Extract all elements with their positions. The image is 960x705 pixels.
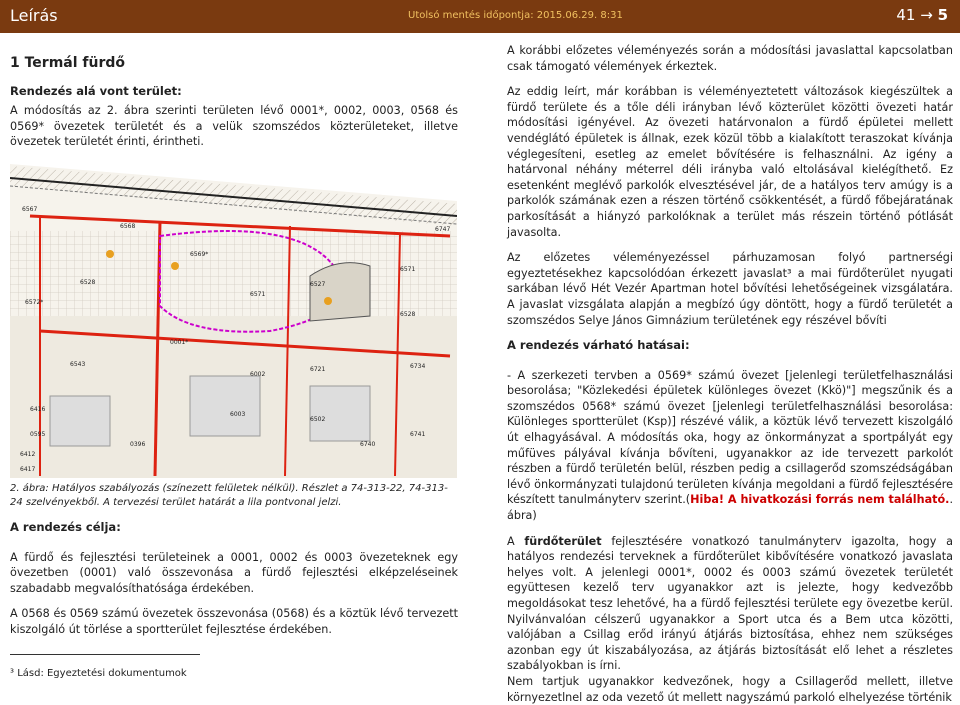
map-label: 6412 [20, 450, 36, 458]
map-label: 6416 [30, 405, 46, 413]
header-title: Leírás [10, 6, 58, 25]
map-label: 6528 [400, 310, 416, 318]
map-label: 6569* [190, 250, 209, 258]
footnote-rule [10, 654, 200, 655]
map-label: 6002 [250, 370, 266, 378]
map-label: 6527 [310, 280, 326, 288]
paragraph: A korábbi előzetes véleményezés során a módosítási javaslattal kapcsolatban csak támogató vélemények érkeztek. [507, 44, 953, 73]
map-label: 6721 [310, 365, 326, 373]
map-label: 6741 [410, 430, 426, 438]
paragraph: Az eddig leírt, már korábban is véleményeztetett változások kiegészültek a fürdő területe és a tőle déli irányban lévő közterület közötti övezeti határ módosítási igényével. Az övezeti határvonalon a fürdő épületei mellett vendéglátó épületek is állnak, ezek közül több a kialakított teraszokat kívánja véglegesíteni, esetleg az emelet bővítésére is felhasználni. Az igény a határvonal néhány méterrel déli irányba való eltolásával kielégíthető. Ez esetenként meglévő parkolók elvesztésével jár, de a hatályos terv amúgy is a parkolók számának ezen a részen történő csökkentését, a fürdő főbejáratának parkosítását a hiányzó parkolóknak a terület más részein történő pótlását javasolta. [507, 85, 953, 239]
map-label: 0396 [130, 440, 146, 448]
map-label: 6528 [80, 278, 96, 286]
paragraph: Nem tartjuk ugyanakkor kedvezőnek, hogy a Csillagerőd mellett, illetve környezetlnel az oda vezető út mellett nagyszámú parkoló elhelyezése történik [507, 674, 953, 704]
map-label: 6003 [230, 410, 246, 418]
map-label: 6543 [70, 360, 86, 368]
map-label: 6571 [250, 290, 266, 298]
map-label: 6747 [435, 225, 451, 233]
left-column [10, 56, 458, 638]
subheading-area: Rendezés alá vont terület: [10, 83, 182, 98]
subheading-effects: A rendezés várható hatásai: [507, 338, 690, 353]
map-label: 6567 [22, 205, 38, 213]
section-title: 1 Termál fürdő [10, 55, 126, 71]
map-label: 6734 [410, 362, 426, 370]
subheading-goal: A rendezés célja: [10, 519, 121, 534]
reference-error: Hiba! A hivatkozási forrás nem található. [690, 493, 950, 507]
map-label: 6740 [360, 440, 376, 448]
map-label: 6572* [25, 298, 44, 306]
right-column [507, 43, 953, 705]
zoning-map [10, 156, 457, 478]
paragraph: Az előzetes véleményezéssel párhuzamosan folyó partnerségi egyeztetésekhez kapcsolódóan érkezett javaslat³ a mai fürdőterület nyugati sarkában lévő Hét Vezér Apartman hotel bővítési lehetőségeinek vizsgálatára. A javaslat vizsgálata alapján a megbízó úgy döntött, hogy a fürdő területét a szomszédos Selye János Gimnázium területének egy részével bővíti [507, 251, 953, 327]
footnote: ³ Lásd: Egyeztetési dokumentumok [10, 668, 187, 679]
paragraph: A 0568 és 0569 számú övezetek összevonása (0568) és a köztük lévő tervezett kiszolgáló út törlése a sportterület fejlesztése érdekében. [10, 607, 458, 636]
map-label: 0001* [170, 338, 189, 346]
paragraph: A módosítás az 2. ábra szerinti területen lévő 0001*, 0002, 0003, 0568 és 0569* övezetek területét és a velük szomszédos közterületeket, illetve övezetek területét érinti, érintheti. [10, 104, 458, 149]
map-label: 6502 [310, 415, 326, 423]
map-label: 6417 [20, 465, 36, 473]
page-ref: 41 → 5 [896, 6, 948, 24]
paragraph: A fürdő és fejlesztési területeinek a 0001, 0002 és 0003 övezeteknek egy övezetben (0001) való összevonása a fürdő fejlesztési elképzeléseinek szabadabb megvalósíthatósága érdekében. [10, 550, 458, 595]
page-header [0, 0, 960, 33]
paragraph: - A szerkezeti tervben a 0569* számú övezet [jelenlegi területfelhasználási besorolása; "Közlekedési épületek különleges övezet (Kkö)"] megszűnik és a szomszédos 0568* számú övezet [jelenlegi területfelhasználási besorolása: Különleges sportterület (Ksp)] részévé válik, a köztük lévő tervezett kiszolgáló út elhagyásával. A módosítás oka, hogy az önkormányzat a sportpályát egy műfüves pályával kívánja bővíteni, ugyanakkor az ide tervezett parkolót részben a fürdő területén belül, részben pedig a csillagerőd szomszédságában lévő önkormányzati tulajdonú területen kívánja megoldani a fürdő fejlesztésére készített tanulmányterv szerint.(Hiba! A hivatkozási forrás nem található.. ábra) [507, 368, 953, 523]
figure-caption: 2. ábra: Hatályos szabályozás (színezett felületek nélkül). Részlet a 74-313-22, 74-313-24 szelvényekből. A tervezési terület határát a lila pontvonal jelzi. [10, 482, 448, 508]
map-label: 6568 [120, 222, 136, 230]
last-saved: Utolsó mentés időpontja: 2015.06.29. 8:31 [408, 10, 623, 21]
paragraph: A fürdőterület fejlesztésére vonatkozó tanulmányterv igazolta, hogy a hatályos rendezési terveknek a fürdőterület kibővítésére vonatkozó javaslata helyes volt. A jelenlegi 0001*, 0002 és 0003 számú övezetek területét együttesen kezelő terv ugyanakkor azt is jelezte, hogy kedvezőbb megoldásokat tesz lehetővé, ha a fürdő fejlesztési területe egy övezetbe kerül. Nyilvánvalóan célszerű ugyanakkor a Sport utca és a Bem utca közötti, valójában a Csillag erőd irányú átjárás biztosítása, ehhez nem szükséges azonban egy út kiszabályozása, az átjárás biztosítását elő lehet a részletes szabályokban is írni. [507, 534, 953, 673]
map-label: 6571 [400, 265, 416, 273]
map-label: 0595 [30, 430, 46, 438]
